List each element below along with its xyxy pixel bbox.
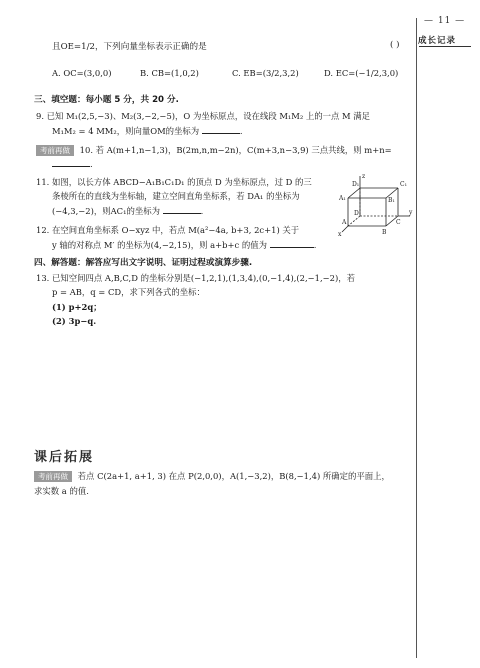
q8-option-a: A. OC=(3,0,0) — [52, 68, 112, 78]
fig-label-a1: A₁ — [339, 195, 346, 202]
q9-line-2: M₁M₂ = 4 MM₂，则向量OM的坐标为 . — [52, 126, 243, 136]
extension-line-1 — [34, 470, 390, 482]
q8-option-c: C. EB=(3/2,3,2) — [232, 68, 299, 78]
fig-label-c: C — [396, 219, 401, 226]
fig-label-d: D — [354, 210, 359, 217]
page-number: — 11 — — [424, 16, 466, 26]
fig-label-a: A — [342, 219, 347, 226]
cuboid-figure — [334, 172, 414, 238]
extension-text-1: 若点 C(2a+1, a+1, 3) 在点 P(2,0,0)，A(1,−3,2)，B(8,−1,4) 所确定的平面上， — [77, 471, 390, 481]
q12-answer-blank[interactable] — [270, 238, 314, 248]
q13-line-2: p = AB，q = CD，求下列各式的坐标： — [52, 287, 205, 297]
q9-line-1: 9. 已知 M₁(2,5,−3)、M₂(3,−2,−5)，O 为坐标原点，设在线段 M₁M₂ 上的一点 M 满足 — [36, 111, 371, 121]
q12-line-2: y 轴的对称点 M′ 的坐标为(4,−2,15)，则 a+b+c 的值为 . — [52, 240, 317, 250]
q10-line — [36, 144, 392, 156]
q8-option-b: B. CB=(1,0,2) — [140, 68, 199, 78]
q12-line-2-text: y 轴的对称点 M′ 的坐标为(4,−2,15)，则 a+b+c 的值为 — [52, 240, 268, 250]
margin-divider — [416, 18, 417, 658]
fig-label-z: z — [362, 173, 366, 180]
q11-line-3: (−4,3,−2)，则AC₁的坐标为 . — [52, 206, 204, 216]
q9-answer-blank[interactable] — [202, 124, 240, 134]
q10-text: 10. 若 A(m+1,n−1,3)，B(2m,n,m−2n)，C(m+3,n−3,9) 三点共线，则 m+n= — [79, 145, 392, 155]
q8-stem-tail: 且OE=1/2，下列向量坐标表示正确的是 — [52, 42, 207, 52]
q8-option-d: D. EC=(−1/2,3,0) — [324, 68, 399, 78]
section-4-title: 四、解答题：解答应写出文字说明、证明过程或演算步骤. — [34, 258, 253, 268]
q13-sub-2: (2) 3p−q. — [52, 316, 97, 326]
q10-answer-blank[interactable] — [52, 157, 90, 167]
q11-line-3-text: (−4,3,−2)，则AC₁的坐标为 — [52, 206, 160, 216]
q12-line-1: 12. 在空间直角坐标系 O−xyz 中，若点 M(a²−4a, b+3, 2c+1) 关于 — [36, 225, 300, 235]
extension-review-tag: 考前再做 — [34, 471, 72, 482]
q13-sub-1: (1) p+2q； — [52, 302, 102, 312]
section-3-title: 三、填空题：每小题 5 分，共 20 分. — [34, 95, 179, 105]
fig-label-b: B — [382, 229, 387, 236]
q13-line-1: 13. 已知空间四点 A,B,C,D 的坐标分别是(−1,2,1),(1,3,4),(0,−1,4),(2,−1,−2)，若 — [36, 273, 356, 283]
q9-line-2-text: M₁M₂ = 4 MM₂，则向量OM的坐标为 — [52, 126, 200, 136]
growth-notes-underline — [419, 46, 471, 47]
fig-label-y: y — [409, 209, 413, 216]
q8-answer-paren: ( ) — [390, 40, 400, 50]
fig-label-c1: C₁ — [400, 181, 407, 188]
q10-answer-line: . — [52, 157, 93, 169]
fig-label-b1: B₁ — [388, 197, 395, 204]
after-class-extension-title: 课后拓展 — [34, 450, 95, 465]
growth-notes-label: 成长记录 — [418, 36, 457, 46]
fig-label-x: x — [338, 231, 342, 238]
q11-line-2: 条棱所在的直线为坐标轴，建立空间直角坐标系，若 DA₁ 的坐标为 — [52, 191, 300, 201]
q11-answer-blank[interactable] — [163, 204, 201, 214]
extension-line-2: 求实数 a 的值. — [34, 486, 89, 496]
q11-line-1: 11. 如图，以长方体 ABCD−A₁B₁C₁D₁ 的顶点 D 为坐标原点，过 D 的三 — [36, 177, 312, 187]
q10-review-tag: 考前再做 — [36, 145, 74, 156]
fig-label-d1: D₁ — [352, 181, 360, 188]
